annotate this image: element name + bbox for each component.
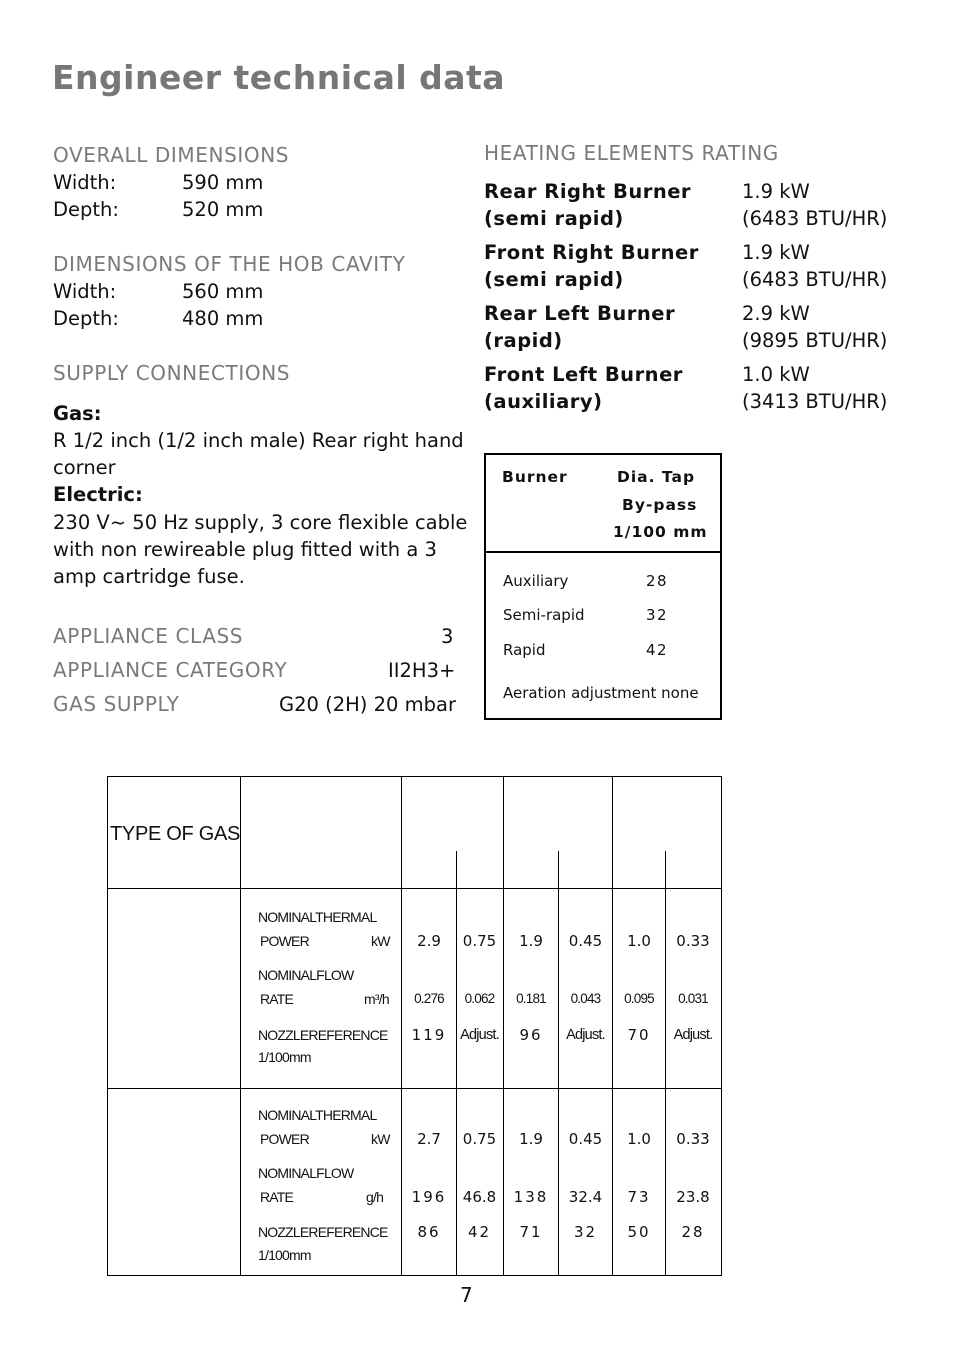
page-number: 7 — [460, 1283, 473, 1307]
block2-nozzle-cell: 86 — [417, 1223, 441, 1241]
appliance-class-value: 3 — [441, 625, 454, 648]
block1-flow-cell: 0.276 — [414, 991, 444, 1006]
gas-supply-value: G20 (2H) 20 mbar — [279, 693, 456, 716]
power-label: POWER — [260, 933, 309, 949]
gas-line: R 1/2 inch (1/2 inch male) Rear right hand — [53, 429, 464, 452]
power-label: POWER — [260, 1131, 309, 1147]
burner-kw: 1.0 kW — [742, 363, 810, 386]
cavity-width-value: 560 mm — [182, 280, 264, 303]
page-title: Engineer technical data — [52, 58, 506, 97]
flow-unit: g/h — [366, 1189, 384, 1205]
block1-power-cell: 0.45 — [568, 932, 603, 950]
burner-name: Rear Right Burner — [484, 180, 692, 203]
block1-nozzle-cell: Adjust. — [566, 1027, 605, 1043]
bypass-row-burner: Semi-rapid — [503, 606, 585, 624]
block1-power-cell: 0.75 — [462, 932, 497, 950]
gas-supply-label: GAS SUPPLY — [53, 692, 180, 716]
bypass-row-value: 28 — [646, 572, 669, 590]
burner-name: Front Right Burner — [484, 241, 699, 264]
burner-btu: (6483 BTU/HR) — [742, 268, 888, 291]
flow-unit: m³/h — [364, 991, 389, 1007]
block1-nozzle-cell: 70 — [627, 1026, 651, 1044]
power-label: NOMINALTHERMAL — [258, 909, 377, 925]
block2-power-cell: 0.45 — [568, 1130, 603, 1148]
block2-flow-cell: 23.8 — [676, 1188, 710, 1206]
electric-line: with non rewireable plug fitted with a 3 — [53, 538, 437, 561]
electric-label: Electric: — [53, 483, 143, 506]
block2-power-cell: 0.75 — [462, 1130, 497, 1148]
flow-label: RATE — [260, 1189, 294, 1205]
type-of-gas-header: TYPE OF GAS — [110, 823, 241, 845]
bypass-row-burner: Auxiliary — [503, 572, 569, 590]
block2-flow-cell: 73 — [627, 1188, 651, 1206]
block2-nozzle-cell: 50 — [627, 1223, 651, 1241]
block2-nozzle-cell: 71 — [519, 1223, 543, 1241]
burner-type: (auxiliary) — [484, 390, 603, 413]
burner-btu: (3413 BTU/HR) — [742, 390, 888, 413]
flow-label: RATE — [260, 991, 294, 1007]
nozzle-unit: 1/100mm — [258, 1247, 311, 1263]
bypass-row-value: 42 — [646, 641, 669, 659]
cavity-depth-label: Depth: — [53, 307, 119, 330]
block2-power-cell: 1.9 — [519, 1130, 543, 1148]
block1-power-cell: 1.0 — [627, 932, 651, 950]
electric-line: 230 V~ 50 Hz supply, 3 core flexible cable — [53, 511, 468, 534]
electric-line: amp cartridge fuse. — [53, 565, 245, 588]
bypass-note: Aeration adjustment none — [503, 684, 699, 702]
overall-depth-value: 520 mm — [182, 198, 264, 221]
flow-label: NOMINALFLOW — [258, 1165, 354, 1181]
burner-type: (semi rapid) — [484, 207, 624, 230]
nozzle-label: NOZZLEREFERENCE — [258, 1224, 388, 1240]
cavity-width-label: Width: — [53, 280, 117, 303]
gas-line: corner — [53, 456, 116, 479]
burner-name: Rear Left Burner — [484, 302, 676, 325]
power-unit: kW — [371, 933, 390, 949]
burner-type: (semi rapid) — [484, 268, 624, 291]
appliance-category-label: APPLIANCE CATEGORY — [53, 658, 288, 682]
block2-nozzle-cell: 42 — [467, 1223, 492, 1241]
block1-nozzle-cell: Adjust. — [673, 1027, 713, 1043]
block2-flow-cell: 46.8 — [462, 1188, 497, 1206]
power-label: NOMINALTHERMAL — [258, 1107, 377, 1123]
block1-power-cell: 2.9 — [417, 932, 441, 950]
overall-dimensions-heading: OVERALL DIMENSIONS — [53, 143, 290, 167]
block2-flow-cell: 138 — [513, 1188, 549, 1206]
power-unit: kW — [371, 1131, 390, 1147]
burner-kw: 1.9 kW — [742, 180, 810, 203]
hob-cavity-heading: DIMENSIONS OF THE HOB CAVITY — [53, 252, 406, 276]
flow-label: NOMINALFLOW — [258, 967, 354, 983]
block2-power-cell: 0.33 — [676, 1130, 710, 1148]
block1-nozzle-cell: 96 — [519, 1026, 543, 1044]
bypass-divider — [486, 551, 720, 553]
block2-flow-cell: 196 — [411, 1188, 447, 1206]
burner-kw: 2.9 kW — [742, 302, 810, 325]
gas-label: Gas: — [53, 402, 102, 425]
block2-power-cell: 1.0 — [627, 1130, 651, 1148]
appliance-class-label: APPLIANCE CLASS — [53, 624, 244, 648]
block1-power-cell: 1.9 — [519, 932, 543, 950]
block2-power-cell: 2.7 — [417, 1130, 441, 1148]
cavity-depth-value: 480 mm — [182, 307, 264, 330]
block1-nozzle-cell: Adjust. — [460, 1027, 499, 1043]
nozzle-unit: 1/100mm — [258, 1049, 311, 1065]
block1-flow-cell: 0.181 — [516, 991, 546, 1006]
block1-flow-cell: 0.043 — [570, 991, 601, 1006]
burner-btu: (9895 BTU/HR) — [742, 329, 888, 352]
burner-btu: (6483 BTU/HR) — [742, 207, 888, 230]
block1-flow-cell: 0.031 — [678, 991, 708, 1006]
bypass-row-value: 32 — [646, 606, 669, 624]
overall-width-value: 590 mm — [182, 171, 264, 194]
bypass-row-burner: Rapid — [503, 641, 546, 659]
bypass-dia-header: Dia. Tap — [617, 468, 696, 486]
block2-flow-cell: 32.4 — [568, 1188, 603, 1206]
bypass-burner-header: Burner — [502, 468, 568, 486]
block2-nozzle-cell: 32 — [573, 1223, 598, 1241]
overall-depth-label: Depth: — [53, 198, 119, 221]
block1-nozzle-cell: 119 — [411, 1026, 447, 1044]
overall-width-label: Width: — [53, 171, 117, 194]
burner-name: Front Left Burner — [484, 363, 683, 386]
heating-heading: HEATING ELEMENTS RATING — [484, 141, 779, 165]
bypass-dia-header: 1/100 mm — [613, 523, 708, 541]
appliance-category-value: II2H3+ — [388, 659, 456, 682]
block2-nozzle-cell: 28 — [681, 1223, 705, 1241]
block1-power-cell: 0.33 — [676, 932, 710, 950]
burner-kw: 1.9 kW — [742, 241, 810, 264]
supply-heading: SUPPLY CONNECTIONS — [53, 361, 291, 385]
burner-type: (rapid) — [484, 329, 563, 352]
nozzle-label: NOZZLEREFERENCE — [258, 1027, 388, 1043]
block1-flow-cell: 0.062 — [464, 991, 495, 1006]
bypass-dia-header: By-pass — [622, 496, 698, 514]
block1-flow-cell: 0.095 — [624, 991, 654, 1006]
